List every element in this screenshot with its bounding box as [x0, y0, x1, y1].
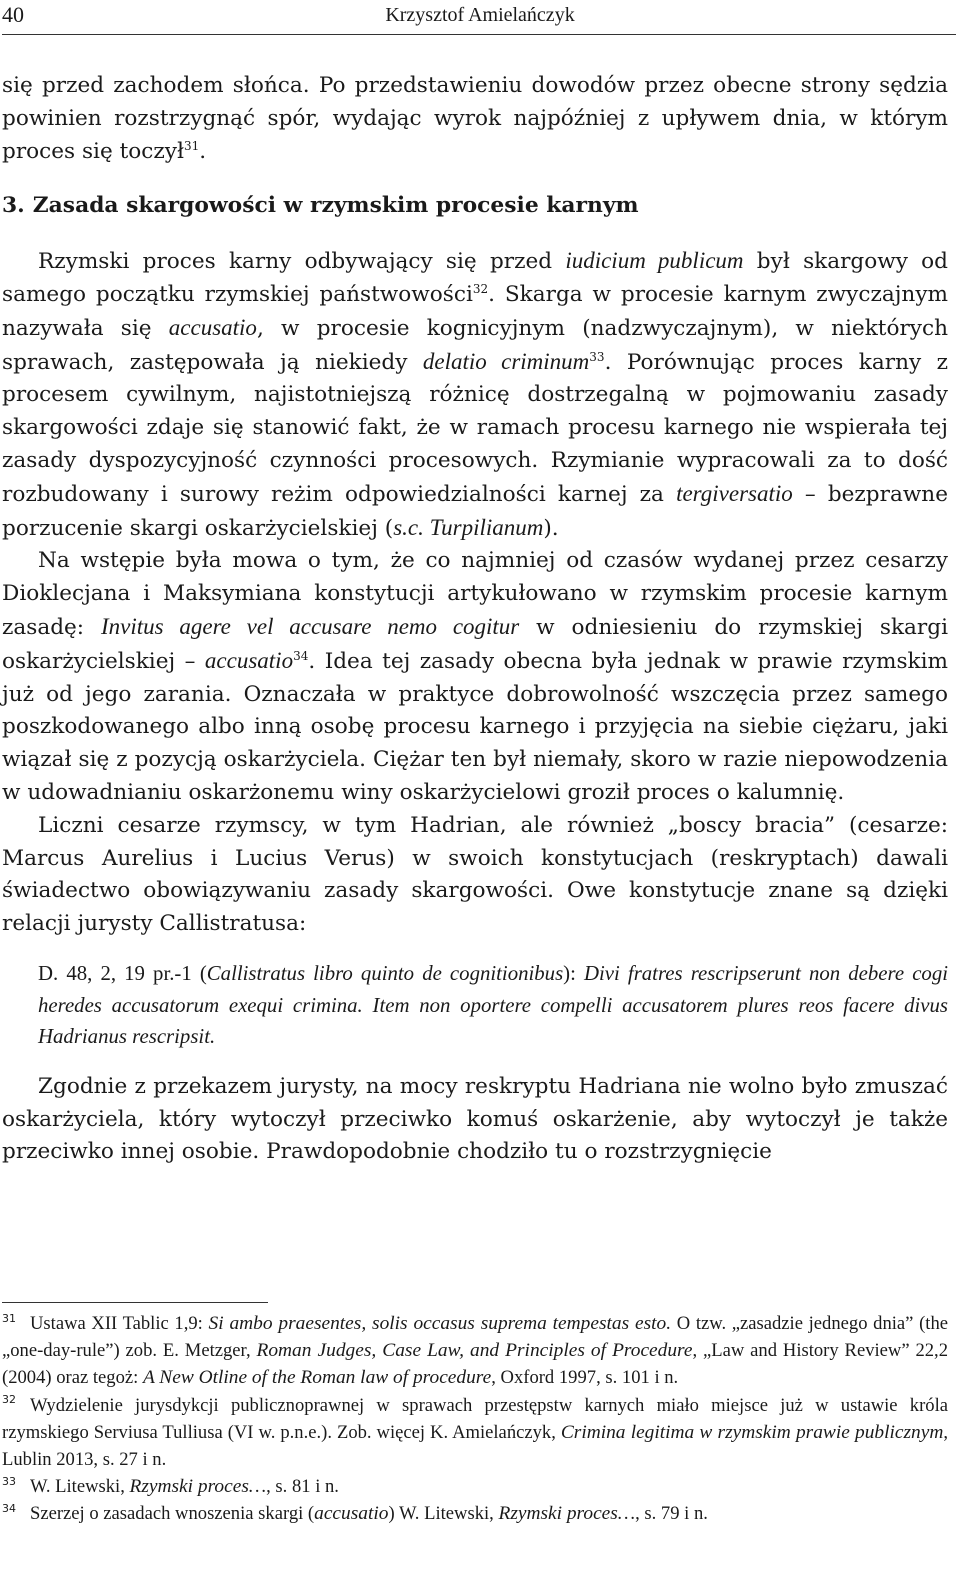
footnote: $^{31}$ Ustawa XII Tablic 1,9: Si ambo praesentes, solis occasus suprema tempestas esto. O tzw. „zasadzie jednego dnia” (the „one-day-rule”) zob. E. Metzger, Roman Judges, Case Law, and Principles of Procedure, „Law and History Review” 22,2 (2004) oraz tegoż: A New Otline of the Roman law of procedure, Oxford 1997, s. 101 i n.: [2, 1311, 948, 1389]
paragraph: Rzymski proces karny odbywający się przed iudicium publicum był skargowy od samego początku rzymskiej państwowości$^{32}$. Skarga w procesie karnym zwyczajnym nazywała się accusatio, w procesie kognicyjnym (nadzwyczajnym), w niektórych sprawach, zastępowała ją niekiedy delatio criminum$^{33}$. Porównując proces karny z procesem cywilnym, najistotniejszą różnicę dostrzegalną w pojmowaniu zasady skargowości zdaje się stanowić fakt, że w ramach procesu karnego nie wspierała tej zasady dyspozycyjność czynności procesowych. Rzymianie wypracowali za to dość rozbudowany i surowy reżim odpowiedzialności karnej za tergiversatio – bezprawne porzucenie skargi oskarżycielskiej (s.c. Turpilianum).: [2, 248, 949, 541]
footnote: $^{34}$ Szerzej o zasadach wnoszenia skargi (accusatio) W. Litewski, Rzymski proces…, s. 79 i n.: [2, 1502, 708, 1525]
footnote-ref-34[interactable]: 34: [293, 648, 309, 663]
running-header-author: Krzysztof Amielańczyk: [385, 4, 575, 26]
footnotes: [2, 1310, 948, 1528]
footnote-ref-31[interactable]: 31: [183, 138, 200, 153]
paragraph: Liczni cesarze rzymscy, w tym Hadrian, ale również „boscy bracia” (cesarze: Marcus Aurelius i Lucius Verus) w swoich konstytucjach (reskryptach) dawali świadectwo obowiązywaniu zasady skargowości. Owe konstytucje znane są dzięki relacji jurysty Callistratusa:: [2, 812, 948, 937]
footnote: $^{33}$ W. Litewski, Rzymski proces…, s. 81 i n.: [2, 1475, 339, 1498]
page-number: 40: [2, 2, 24, 27]
footnote: $^{32}$ Wydzielenie jurysdykcji publicznoprawnej w sprawach przestępstw karnych miało miejsce już w ustawie króla rzymskiego Serviusa Tulliusa (VI w. p.n.e.). Zob. więcej K. Amielańczyk, Crimina legitima w rzymskim prawie publicznym, Lublin 2013, s. 27 i n.: [2, 1393, 949, 1471]
section-title: Zasada skargowości w rzymskim procesie karnym: [32, 193, 639, 219]
paragraph: Zgodnie z przekazem jurysty, na mocy reskryptu Hadriana nie wolno było zmuszać oskarżyciela, który wytoczył przeciwko komuś oskarżenie, aby wytoczył je także przeciwko innej osobie. Prawdopodobnie chodziło tu o rozstrzygnięcie: [2, 1073, 948, 1165]
section-heading: [2, 190, 948, 223]
running-header: [0, 0, 958, 40]
footnote-separator: [2, 1302, 268, 1303]
paragraph-continued: się przed zachodem słońca. Po przedstawieniu dowodów przez obecne strony sędzia powinien rozstrzygnąć spór, wydając wyrok najpóźniej z upływem dnia, w którym proces się toczył$^{31}$.: [2, 73, 948, 164]
section-number: 3.: [2, 193, 25, 219]
header-rule: [2, 34, 956, 35]
footnote-ref-33[interactable]: 33: [589, 349, 605, 364]
block-quote: D. 48, 2, 19 pr.-1 (Callistratus libro quinto de cognitionibus): Divi fratres rescripserunt non debere cogi heredes accusatorum exequi crimina. Item non oportere compelli accusatorem plures reos facere divus Hadrianus rescripsit.: [38, 961, 949, 1049]
footnote-number: 34: [2, 1502, 16, 1516]
footnote-ref-32[interactable]: 32: [472, 281, 489, 296]
footnote-number: 32: [2, 1393, 16, 1407]
paragraph: Na wstępie była mowa o tym, że co najmniej od czasów wydanej przez cesarzy Dioklecjana i Maksymiana konstytucji artykułowano w rzymskim procesie karnym zasadę: Invitus agere vel accusare nemo cogitur w odniesieniu do rzymskiej skargi oskarżycielskiej – accusatio$^{34}$. Idea tej zasady obecna była jednak w prawie rzymskim już od jego zarania. Oznaczała w praktyce dobrowolność wszczęcia przez samego poszkodowanego albo inną osobę procesu karnego i przyjęcia na siebie ciężaru, jaki wiązał się z pozycją oskarżyciela. Ciężar ten był niemały, skoro w razie niepowodzenia w udowadnianiu oskarżonemu winy oskarżycielowi groził proces o kalumnię.: [2, 548, 948, 805]
footnote-number: 33: [2, 1475, 16, 1489]
main-text: [2, 70, 948, 1169]
footnote-number: 31: [2, 1311, 16, 1325]
